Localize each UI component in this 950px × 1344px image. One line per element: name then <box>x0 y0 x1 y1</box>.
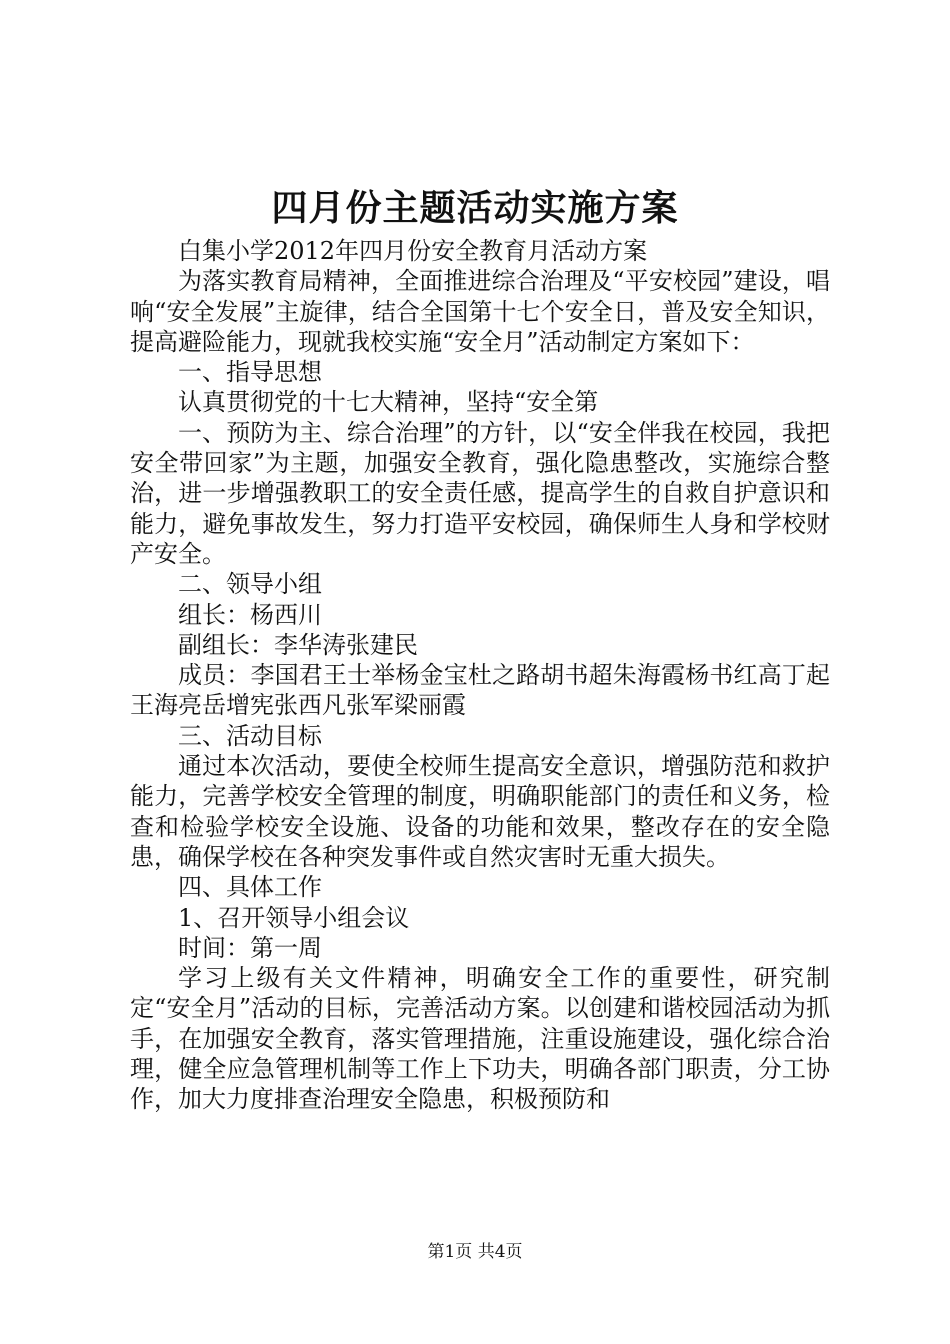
paragraph-intro: 为落实教育局精神，全面推进综合治理及“平安校园”建设，唱响“安全发展”主旋律，结合全国第十七个安全日，普及安全知识，提高避险能力，现就我校实施“安全月”活动制定方案如下： <box>130 267 830 356</box>
section-heading-guiding-ideas: 一、指导思想 <box>178 358 322 387</box>
paragraph-time: 时间：第一周 <box>178 933 322 962</box>
paragraph-guiding-ideas-2: 一、预防为主、综合治理”的方针，以“安全伴我在校园，我把安全带回家”为主题，加强安全教育，强化隐患整改，实施综合整治，进一步增强教职工的安全责任感，提高学生的自救自护意识和能力，避免事故发生，努力打造平安校园，确保师生人身和学校财产安全。 <box>130 418 830 568</box>
document-body <box>130 236 830 1115</box>
section-heading-leadership-group: 二、领导小组 <box>178 570 322 599</box>
paragraph-group-leader: 组长：杨西川 <box>178 600 322 629</box>
paragraph-guiding-ideas-1: 认真贯彻党的十七大精神，坚持“安全第 <box>178 388 599 417</box>
section-heading-activity-goals: 三、活动目标 <box>178 721 322 750</box>
subheading-leadership-meeting: 1、召开领导小组会议 <box>178 903 410 932</box>
paragraph-deputy-leader: 副组长：李华涛张建民 <box>178 630 418 659</box>
page-number-footer: 第1页 共4页 <box>427 1242 523 1262</box>
paragraph-school-plan-heading: 白集小学2012年四月份安全教育月活动方案 <box>178 237 648 265</box>
paragraph-activity-goals: 通过本次活动，要使全校师生提高安全意识，增强防范和救护能力，完善学校安全管理的制度，明确职能部门的责任和义务，检查和检验学校安全设施、设备的功能和效果，整改存在的安全隐患，确保学校在各种突发事件或自然灾害时无重大损失。 <box>130 752 830 871</box>
document-title: 四月份主题活动实施方案 <box>271 187 679 229</box>
paragraph-members: 成员：李国君王士举杨金宝杜之路胡书超朱海霞杨书红高丁起王海亮岳增宪张西凡张军梁丽霞 <box>130 661 830 720</box>
paragraph-meeting-details: 学习上级有关文件精神，明确安全工作的重要性，研究制定“安全月”活动的目标，完善活动方案。以创建和谐校园活动为抓手，在加强安全教育，落实管理措施，注重设施建设，强化综合治理，健全应急管理机制等工作上下功夫，明确各部门职责，分工协作，加大力度排查治理安全隐患，积极预防和 <box>130 964 830 1114</box>
section-heading-specific-work: 四、具体工作 <box>178 873 322 902</box>
